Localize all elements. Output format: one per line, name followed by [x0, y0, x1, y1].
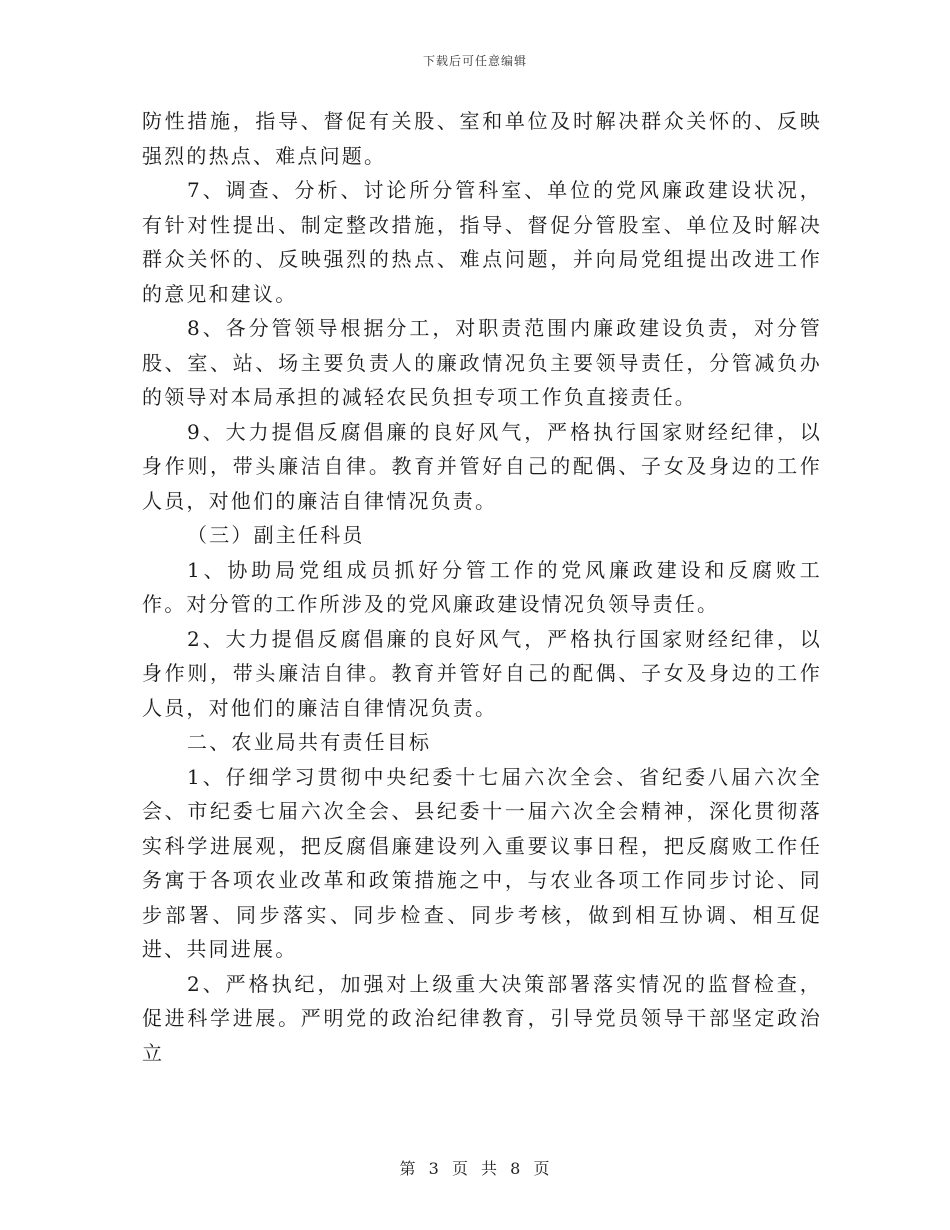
paragraph-2: 7、调查、分析、讨论所分管科室、单位的党风廉政建设状况，有针对性提出、制定整改措施，指导、督促分管股室、单位及时解决群众关怀的、反映强烈的热点、难点问题，并向局党组提出改进工作的意见和建议。: [142, 178, 822, 306]
paragraph-5: 1、协助局党组成员抓好分管工作的党风廉政建设和反腐败工作。对分管的工作所涉及的党风廉政建设情况负领导责任。: [142, 557, 822, 616]
section-heading-deputy: （三）副主任科员: [187, 523, 365, 547]
footer-suffix: 页: [533, 1159, 551, 1178]
footer-total-pages: 8: [510, 1159, 522, 1178]
paragraph-1: 防性措施，指导、督促有关股、室和单位及时解决群众关怀的、反映强烈的热点、难点问题。: [142, 109, 822, 168]
page-footer: [0, 1156, 950, 1179]
paragraph-3: 8、各分管领导根据分工，对职责范围内廉政建设负责，对分管股、室、站、场主要负责人的廉政情况负主要领导责任，分管减负办的领导对本局承担的减轻农民负担专项工作负直接责任。: [142, 316, 822, 409]
paragraph-8: 2、严格执纪，加强对上级重大决策部署落实情况的监督检查，促进科学进展。严明党的政治纪律教育，引导党员领导干部坚定政治立: [142, 971, 822, 1065]
document-body: [142, 104, 822, 1070]
paragraph-4: 9、大力提倡反腐倡廉的良好风气，严格执行国家财经纪律，以身作则，带头廉洁自律。教育并管好自己的配偶、子女及身边的工作人员，对他们的廉洁自律情况负责。: [142, 419, 822, 513]
footer-page-word: 页: [451, 1159, 469, 1178]
paragraph-7: 1、仔细学习贯彻中央纪委十七届六次全会、省纪委八届六次全会、市纪委七届六次全会、县纪委十一届六次全会精神，深化贯彻落实科学进展观，把反腐倡廉建设列入重要议事日程，把反腐败工作任务寓于各项农业改革和政策措施之中，与农业各项工作同步讨论、同步部署、同步落实、同步检查、同步考核，做到相互协调、相互促进、共同进展。: [142, 764, 822, 961]
page-header-note: 下载后可任意编辑: [422, 54, 527, 68]
section-heading-shared-goals: 二、农业局共有责任目标: [187, 730, 432, 754]
footer-current-page: 3: [428, 1159, 440, 1178]
footer-total-word: 共: [481, 1159, 499, 1178]
paragraph-6: 2、大力提倡反腐倡廉的良好风气，严格执行国家财经纪律，以身作则，带头廉洁自律。教育并管好自己的配偶、子女及身边的工作人员，对他们的廉洁自律情况负责。: [142, 626, 822, 720]
footer-prefix: 第: [399, 1159, 417, 1178]
